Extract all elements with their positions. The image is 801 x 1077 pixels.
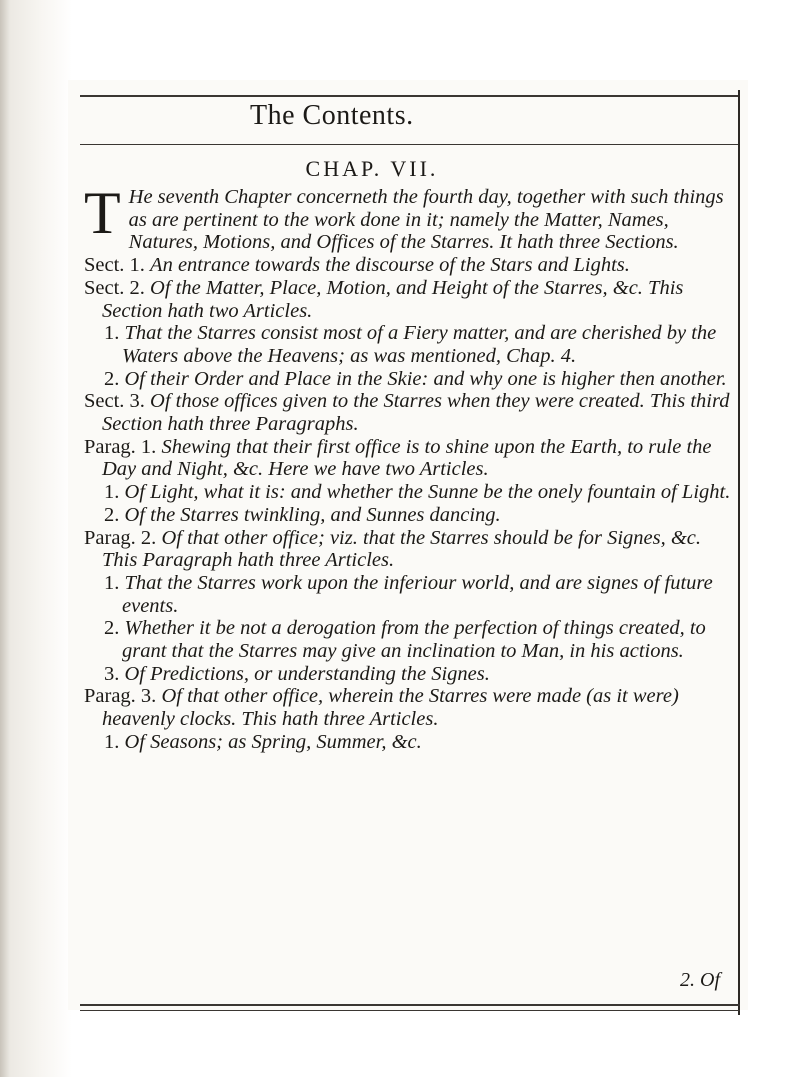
- article-entry: [84, 572, 736, 617]
- article-text: Whether it be not a derogation from the perfection of things created, to grant that the Starres may give an inclination to Man, in his actions.: [122, 617, 706, 663]
- paragraph-label: Parag. 1.: [84, 435, 157, 458]
- article-text: Of Predictions, or understanding the Signes.: [124, 662, 490, 685]
- article-number: 2.: [104, 503, 120, 526]
- chapter-title: CHAP. VII.: [305, 156, 439, 181]
- paragraph-entry: [84, 436, 736, 481]
- article-entry: [84, 481, 736, 504]
- chapter-intro: [84, 180, 736, 254]
- scan-binding-edge: [0, 0, 72, 1077]
- article-number: 2.: [104, 617, 120, 640]
- article-text: Of Seasons; as Spring, Summer, &c.: [124, 730, 422, 753]
- intro-text: He seventh Chapter concerneth the fourth day, together with such things as are pertinent to the work done in it; namely the Matter, Names, Natures, Motions, and Offices of the Starres. It hath three Sections.: [128, 186, 724, 254]
- article-text: Of their Order and Place in the Skie: and why one is higher then another.: [124, 367, 727, 390]
- section-text: An entrance towards the discourse of the Stars and Lights.: [150, 254, 630, 277]
- paragraph-text: Of that other office; viz. that the Starres should be for Signes, &c. This Paragraph hath three Articles.: [102, 526, 702, 572]
- top-rule: [80, 95, 740, 97]
- section-label: Sect. 3.: [84, 390, 145, 413]
- article-number: 1.: [104, 481, 120, 504]
- article-entry: [84, 731, 736, 754]
- drop-cap: T: [84, 180, 121, 246]
- article-entry: [84, 617, 736, 662]
- article-text: Of the Starres twinkling, and Sunnes dancing.: [124, 503, 501, 526]
- section-text: Of those offices given to the Starres when they were created. This third Section hath three Paragraphs.: [102, 390, 730, 436]
- catchword: 2. Of: [680, 969, 720, 991]
- article-entry: [84, 504, 736, 527]
- article-entry: [84, 322, 736, 367]
- section-label: Sect. 2.: [84, 276, 145, 299]
- section-entry: [84, 277, 736, 322]
- head-underline: [80, 144, 740, 145]
- paragraph-label: Parag. 3.: [84, 685, 157, 708]
- article-number: 1.: [104, 730, 120, 753]
- article-text: That the Starres consist most of a Fiery matter, and are cherished by the Waters above the Heavens; as was mentioned, Chap. 4.: [122, 322, 717, 367]
- running-head: The Contents.: [250, 100, 414, 131]
- paragraph-entry: [84, 685, 736, 730]
- paragraph-label: Parag. 2.: [84, 526, 157, 549]
- article-number: 1.: [104, 571, 120, 594]
- paragraph-text: Shewing that their first office is to shine upon the Earth, to rule the Day and Night, &c. Here we have two Articles.: [102, 435, 712, 481]
- section-label: Sect. 1.: [84, 254, 145, 277]
- article-number: 1.: [104, 322, 120, 345]
- article-number: 2.: [104, 367, 120, 390]
- article-number: 3.: [104, 662, 120, 685]
- bottom-rule-thin: [80, 1010, 740, 1011]
- section-entry: [84, 254, 736, 277]
- paragraph-text: Of that other office, wherein the Starres were made (as it were) heavenly clocks. This hath three Articles.: [102, 685, 679, 731]
- bottom-rule: [80, 1004, 740, 1006]
- article-entry: [84, 368, 736, 391]
- right-border-rule: [738, 90, 740, 1015]
- section-text: Of the Matter, Place, Motion, and Height of the Starres, &c. This Section hath two Articles.: [102, 276, 684, 322]
- paragraph-entry: [84, 527, 736, 572]
- contents-body: [84, 180, 736, 754]
- article-text: Of Light, what it is: and whether the Sunne be the onely fountain of Light.: [124, 481, 731, 504]
- article-text: That the Starres work upon the inferiour world, and are signes of future events.: [122, 571, 713, 617]
- article-entry: [84, 663, 736, 686]
- section-entry: [84, 390, 736, 435]
